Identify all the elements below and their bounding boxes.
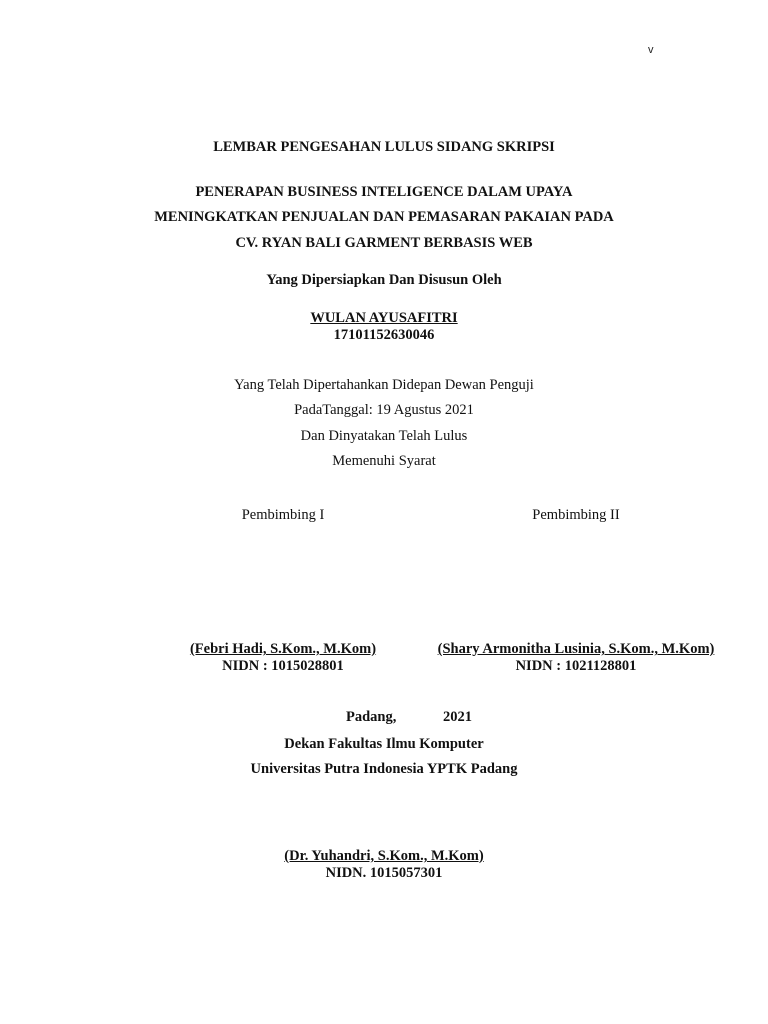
prepared-by-label: Yang Dipersiapkan Dan Disusun Oleh <box>266 272 502 288</box>
place: Padang, <box>346 709 397 725</box>
page-number: v <box>648 44 654 56</box>
supervisor-2-nidn: NIDN : 1021128801 <box>515 658 637 674</box>
student-name: WULAN AYUSAFITRI <box>310 310 458 326</box>
thesis-title-line: CV. RYAN BALI GARMENT BERBASIS WEB <box>235 235 533 251</box>
thesis-title-line: MENINGKATKAN PENJUALAN DAN PEMASARAN PAKAIAN PADA <box>154 209 614 225</box>
defense-line: Memenuhi Syarat <box>332 453 436 469</box>
supervisor-1-name: (Febri Hadi, S.Kom., M.Kom) <box>189 641 377 657</box>
dean-nidn: NIDN. 1015057301 <box>325 865 443 881</box>
year: 2021 <box>443 709 472 725</box>
dean-title: Dekan Fakultas Ilmu Komputer <box>284 736 484 752</box>
defense-line: Dan Dinyatakan Telah Lulus <box>300 428 468 444</box>
page-heading: LEMBAR PENGESAHAN LULUS SIDANG SKRIPSI <box>213 139 555 155</box>
supervisor-1-role: Pembimbing I <box>241 507 325 523</box>
defense-date: PadaTanggal: 19 Agustus 2021 <box>294 402 474 418</box>
student-nim: 17101152630046 <box>333 327 435 343</box>
dean-name: (Dr. Yuhandri, S.Kom., M.Kom) <box>284 848 484 864</box>
university-name: Universitas Putra Indonesia YPTK Padang <box>250 761 518 777</box>
supervisor-1-nidn: NIDN : 1015028801 <box>222 658 344 674</box>
defense-line: Yang Telah Dipertahankan Didepan Dewan Penguji <box>234 377 534 393</box>
thesis-title-line: PENERAPAN BUSINESS INTELIGENCE DALAM UPAYA <box>195 184 573 200</box>
supervisor-2-role: Pembimbing II <box>532 507 620 523</box>
supervisor-2-name: (Shary Armonitha Lusinia, S.Kom., M.Kom) <box>437 641 715 657</box>
